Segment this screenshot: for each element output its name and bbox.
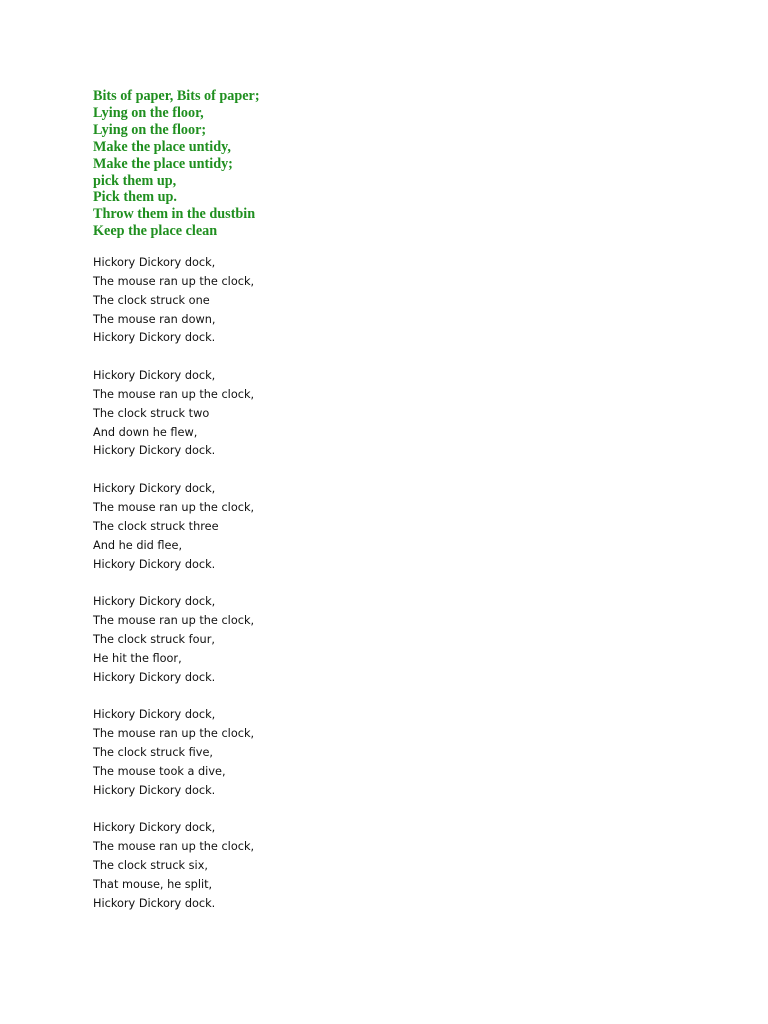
stanza-line: The clock struck three bbox=[93, 519, 219, 533]
stanza-line: The mouse ran up the clock, bbox=[93, 840, 255, 854]
stanza-line: Hickory Dickory dock, bbox=[93, 821, 216, 835]
stanza-line: The clock struck six, bbox=[93, 859, 208, 872]
stanza-3 bbox=[93, 480, 254, 574]
stanza-line: Hickory Dickory dock, bbox=[93, 595, 216, 609]
stanza-4 bbox=[93, 593, 254, 687]
poem-line: Keep the place clean bbox=[93, 223, 218, 240]
stanza-line: Hickory Dickory dock. bbox=[93, 783, 216, 797]
poem-line: Pick them up. bbox=[93, 189, 177, 206]
poem-line: Bits of paper, Bits of paper; bbox=[93, 88, 260, 104]
stanza-6 bbox=[93, 819, 254, 913]
poem-line: Lying on the floor; bbox=[93, 121, 207, 138]
stanza-line: Hickory Dickory dock. bbox=[93, 444, 216, 458]
stanza-line: Hickory Dickory dock, bbox=[93, 256, 216, 269]
stanza-line: And down he flew, bbox=[93, 425, 198, 439]
stanza-line: The clock struck four, bbox=[93, 632, 215, 646]
stanza-line: The mouse ran up the clock, bbox=[93, 274, 255, 288]
rhyme-stanzas bbox=[93, 254, 254, 932]
poem-line: Make the place untidy, bbox=[93, 138, 231, 155]
stanza-line: The mouse ran down, bbox=[93, 312, 216, 326]
stanza-line: And he did flee, bbox=[93, 538, 183, 552]
stanza-line: The mouse ran up the clock, bbox=[93, 614, 255, 628]
stanza-line: The clock struck five, bbox=[93, 745, 214, 759]
poem-line: Make the place untidy; bbox=[93, 155, 233, 172]
stanza-line: Hickory Dickory dock. bbox=[93, 896, 216, 910]
stanza-2 bbox=[93, 367, 254, 461]
stanza-line: The mouse ran up the clock, bbox=[93, 387, 255, 401]
poem-line: Throw them in the dustbin bbox=[93, 206, 256, 223]
stanza-line: The mouse took a dive, bbox=[93, 764, 226, 778]
stanza-line: Hickory Dickory dock. bbox=[93, 331, 216, 345]
stanza-line: The mouse ran up the clock, bbox=[93, 500, 255, 514]
stanza-line: He hit the floor, bbox=[93, 651, 182, 665]
green-poem bbox=[93, 88, 260, 240]
stanza-line: Hickory Dickory dock. bbox=[93, 557, 216, 571]
stanza-5 bbox=[93, 706, 254, 800]
stanza-line: The clock struck two bbox=[93, 406, 210, 420]
stanza-line: Hickory Dickory dock, bbox=[93, 482, 216, 496]
poem-line: Lying on the floor, bbox=[93, 104, 204, 121]
stanza-line: That mouse, he split, bbox=[93, 877, 213, 891]
stanza-line: Hickory Dickory dock. bbox=[93, 670, 216, 684]
stanza-line: The clock struck one bbox=[93, 293, 210, 307]
stanza-line: Hickory Dickory dock, bbox=[93, 708, 216, 722]
stanza-1 bbox=[93, 254, 254, 348]
stanza-line: The mouse ran up the clock, bbox=[93, 727, 255, 741]
stanza-line: Hickory Dickory dock, bbox=[93, 369, 216, 383]
poem-line: pick them up, bbox=[93, 172, 177, 189]
